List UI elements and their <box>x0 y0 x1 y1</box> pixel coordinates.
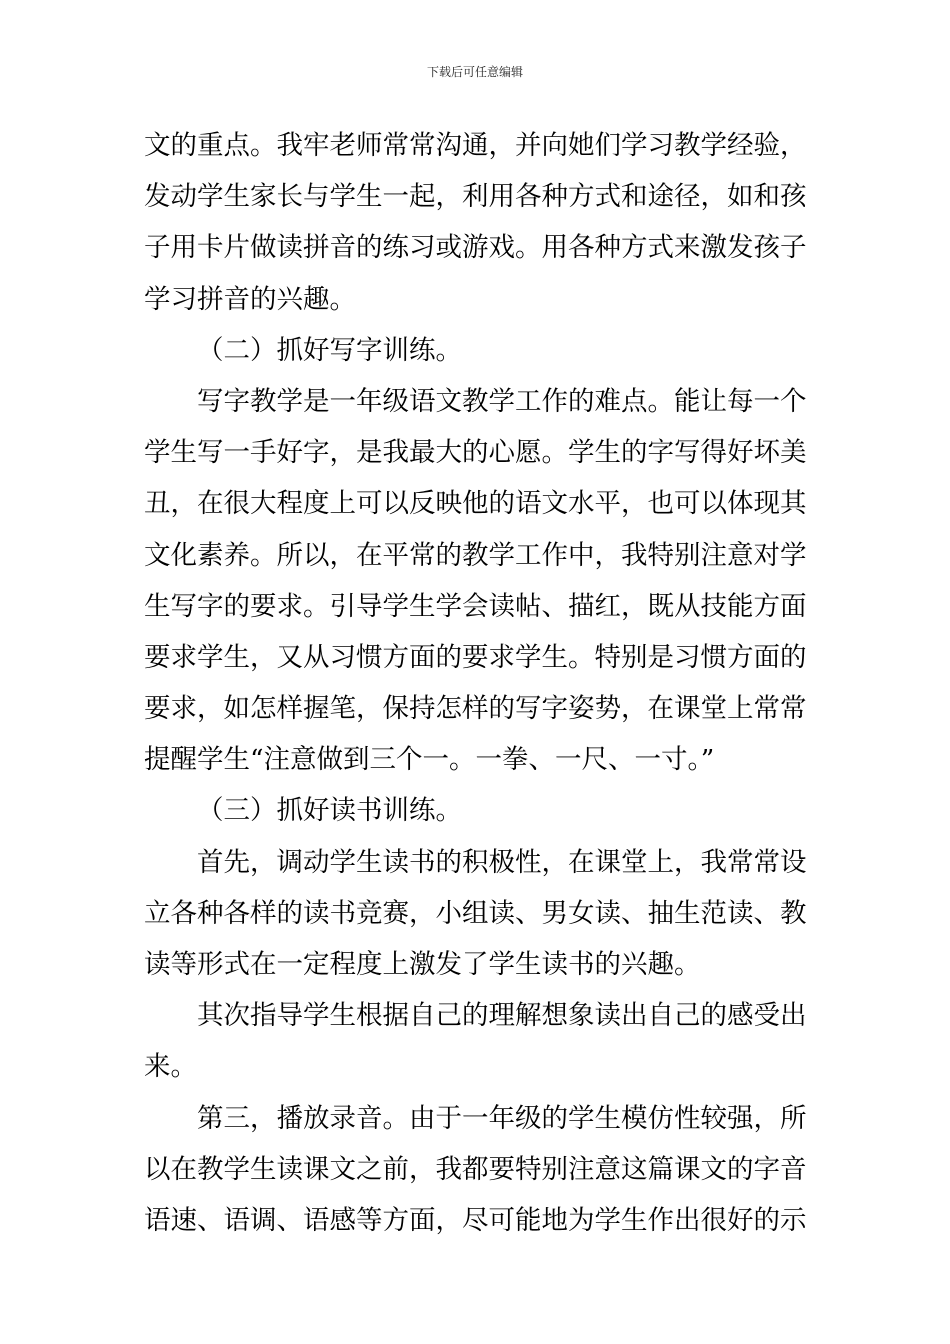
text-line: 第三，播放录音。由于一年级的学生模仿性较强，所 <box>197 1102 807 1134</box>
page-header: 下载后可任意编辑 <box>426 65 523 79</box>
text-line: 文化素养。所以，在平常的教学工作中，我特别注意对学 <box>144 539 807 571</box>
text-line: 来。 <box>144 1051 197 1083</box>
text-line: 写字教学是一年级语文教学工作的难点。能让每一个 <box>197 385 807 417</box>
section-heading: （三）抓好读书训练。 <box>197 795 462 827</box>
text-line: 子用卡片做读拼音的练习或游戏。用各种方式来激发孩子 <box>144 232 807 264</box>
text-line: 生写字的要求。引导学生学会读帖、描红，既从技能方面 <box>144 590 807 622</box>
text-line: 学习拼音的兴趣。 <box>144 283 356 315</box>
text-line: 语速、语调、语感等方面，尽可能地为学生作出很好的示 <box>144 1204 807 1236</box>
section-heading: （二）抓好写字训练。 <box>197 334 462 366</box>
text-line: 立各种各样的读书竞赛，小组读、男女读、抽生范读、教 <box>144 897 807 929</box>
text-line: 文的重点。我牢老师常常沟通，并向她们学习教学经验， <box>144 130 807 161</box>
document-body <box>144 128 806 1254</box>
text-line: 要求学生，又从习惯方面的要求学生。特别是习惯方面的 <box>144 641 807 673</box>
text-line: 其次指导学生根据自己的理解想象读出自己的感受出 <box>197 1000 807 1032</box>
text-line: 学生写一手好字，是我最大的心愿。学生的字写得好坏美 <box>144 437 807 469</box>
text-line: 以在教学生读课文之前，我都要特别注意这篇课文的字音 <box>144 1153 807 1185</box>
text-line: 丑，在很大程度上可以反映他的语文水平，也可以体现其 <box>144 488 807 520</box>
text-line: 提醒学生“注意做到三个一。一拳、一尺、一寸。” <box>144 744 715 776</box>
text-line: 要求，如怎样握笔，保持怎样的写字姿势，在课堂上常常 <box>144 693 807 725</box>
text-line: 首先，调动学生读书的积极性，在课堂上，我常常设 <box>197 846 807 878</box>
text-line: 读等形式在一定程度上激发了学生读书的兴趣。 <box>144 949 701 980</box>
text-line: 发动学生家长与学生一起，利用各种方式和途径，如和孩 <box>144 181 807 213</box>
